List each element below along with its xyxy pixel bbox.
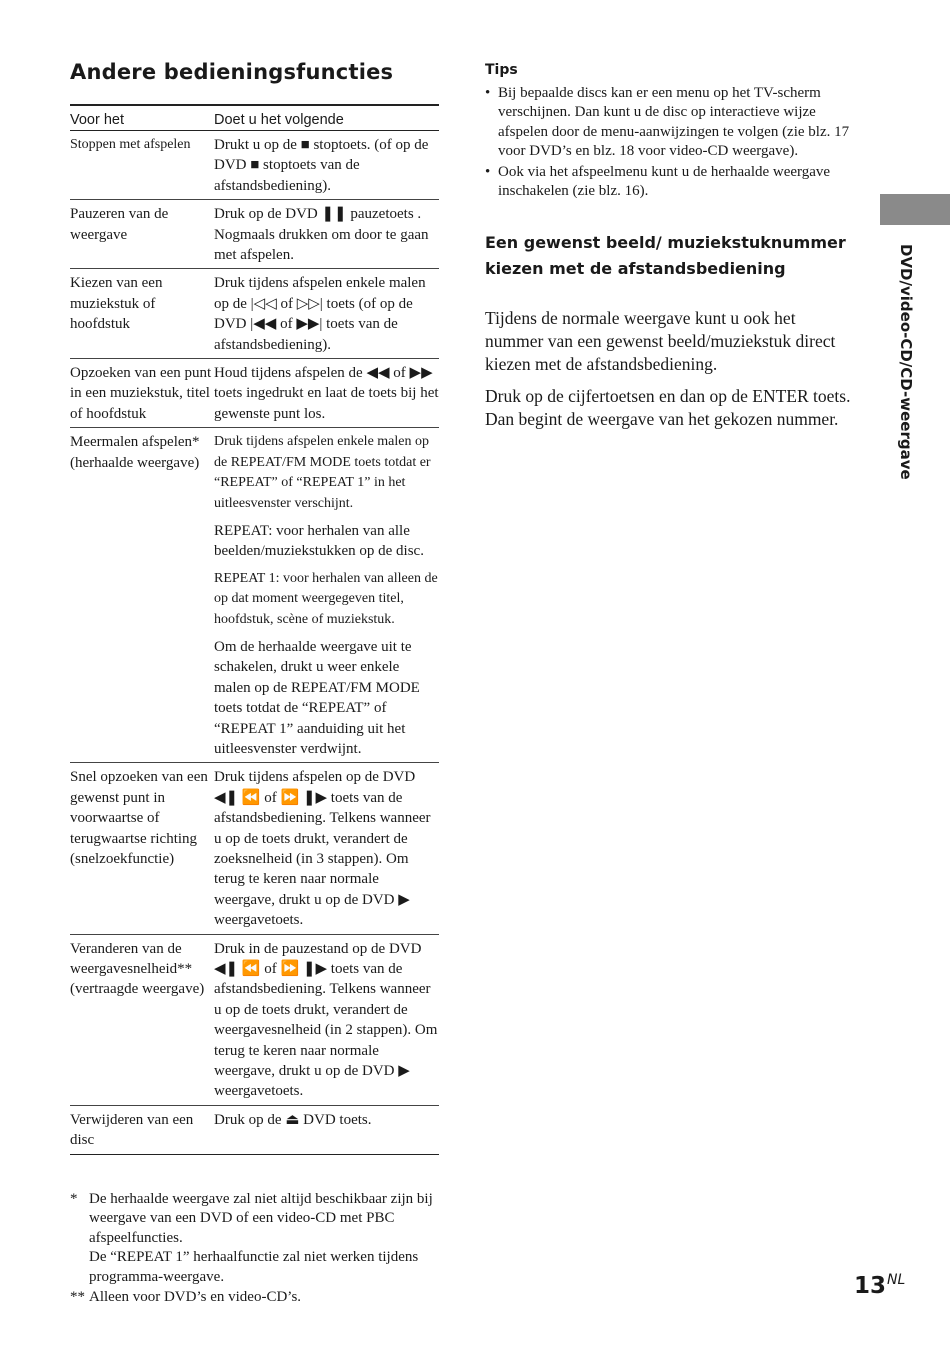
footnote-mark	[70, 1248, 89, 1287]
table-row	[70, 131, 439, 200]
row-label: Opzoeken van een punt in een muziekstuk, titel of hoofdstuk	[70, 365, 212, 422]
footnote-text: Alleen voor DVD’s en video-CD’s.	[89, 1289, 302, 1306]
footnote	[70, 1190, 440, 1248]
footnotes	[70, 1190, 440, 1307]
table-header	[70, 106, 439, 131]
tips-list	[485, 84, 850, 202]
side-tab-marker	[880, 194, 950, 225]
page-number	[854, 1272, 905, 1299]
row-text: Drukt u op de ■ stoptoets. (of op de DVD ■ stoptoets van de afstandsbediening).	[214, 137, 429, 194]
table-row	[70, 359, 439, 428]
row-text: Om de herhaalde weergave uit te schakelen, drukt u weer enkele malen op de REPEAT/FM MODE toets totdat de “REPEAT” of “REPEAT 1” aanduiding uit het uitleesvenster verdwijnt.	[214, 638, 420, 757]
row-text: REPEAT: voor herhalen van alle beelden/muziekstukken op de disc.	[214, 522, 424, 560]
footnote-text: De herhaalde weergave zal niet altijd beschikbaar zijn bij weergave van een DVD of een video-CD met PBC afspeelfuncties.	[89, 1191, 433, 1246]
row-label: Stoppen met afspelen	[70, 137, 191, 152]
table-row	[70, 763, 439, 934]
page-language: NL	[887, 1272, 906, 1288]
row-label: Verwijderen van een disc	[70, 1111, 194, 1149]
table-row	[70, 935, 439, 1106]
table-row	[70, 1106, 439, 1154]
row-text: Druk tijdens afspelen op de DVD ◀❚ ⏪ of ⏩ ❚▶ toets van de afstandsbediening. Telkens wanneer u op de toets drukt, verandert de zoeksnelheid (in 3 stappen). Om terug te keren naar normale weergave, drukt u op de DVD ▶ weergavetoets.	[214, 769, 431, 929]
bullet-icon: •	[485, 85, 491, 101]
tip-item	[485, 163, 850, 202]
bullet-icon: •	[485, 163, 491, 180]
footnote	[70, 1248, 440, 1287]
row-text: Druk op de DVD ❚❚ pauzetoets . Nogmaals drukken om door te gaan met afspelen.	[214, 206, 429, 264]
table-row	[70, 200, 439, 269]
row-label: Veranderen van de weergavesnelheid** (vertraagde weergave)	[70, 940, 205, 998]
page-title: Andere bedieningsfuncties	[70, 60, 394, 84]
tip-item	[485, 84, 850, 162]
table-header-cell: Doet u het volgende	[214, 112, 344, 128]
row-text: REPEAT 1: voor herhalen van alleen de op dat moment weergegeven titel, hoofdstuk, scène of muziekstuk.	[214, 570, 438, 627]
table-row	[70, 428, 439, 763]
table-row	[70, 269, 439, 359]
functions-table	[70, 104, 439, 1155]
table-header-cell: Voor het	[70, 112, 125, 128]
row-label: Meermalen afspelen* (herhaalde weergave)	[70, 434, 200, 471]
page-number-value: 13	[854, 1273, 887, 1299]
row-text: Houd tijdens afspelen de ◀◀ of ▶▶ toets ingedrukt en laat de toets bij het gewenste punt los.	[214, 365, 439, 422]
row-label: Snel opzoeken van een gewenst punt in voorwaartse of terugwaartse richting (snelzoekfunctie)	[70, 769, 208, 867]
tip-text: Bij bepaalde discs kan er een menu op het TV-scherm verschijnen. Dan kunt u de disc op interactieve wijze afspelen door de menu-aanwijzingen te volgen (zie blz. 17 voor DVD’s en blz. 18 voor video-CD weergave).	[498, 85, 850, 160]
tip-text: Ook via het afspeelmenu kunt u de herhaalde weergave inschakelen (zie blz. 16).	[498, 163, 831, 200]
row-text: Druk in de pauzestand op de DVD ◀❚ ⏪ of ⏩ ❚▶ toets van de afstandsbediening. Telkens wanneer u op de toets drukt, verandert de weergavesnelheid (in 2 stappen). Om terug te keren naar normale weergave, drukt u op de DVD ▶ weergavetoets.	[214, 940, 438, 1100]
section-paragraph: Tijdens de normale weergave kunt u ook het nummer van een gewenst beeld/muziekstuk direct kiezen met de afstandsbediening.	[485, 308, 836, 375]
footnote	[70, 1288, 440, 1307]
row-text: Druk tijdens afspelen enkele malen op de REPEAT/FM MODE toets totdat er “REPEAT” of “REPEAT 1” in het uitleesvenster verschijnt.	[214, 434, 431, 511]
footnote-mark: *	[70, 1191, 78, 1207]
section-paragraph: Druk op de cijfertoetsen en dan op de ENTER toets. Dan begint de weergave van het gekozen nummer.	[485, 385, 851, 429]
row-text: Druk op de ⏏ DVD toets.	[214, 1111, 372, 1128]
row-label: Pauzeren van de weergave	[70, 206, 169, 243]
tips-title: Tips	[485, 62, 518, 78]
side-section-label: DVD/video-CD/CD-weergave	[897, 244, 915, 480]
section-body	[485, 307, 855, 439]
section-heading: Een gewenst beeld/ muziekstuknummer kiezen met de afstandsbediening	[485, 233, 846, 278]
footnote-mark: **	[70, 1289, 85, 1306]
footnote-text: De “REPEAT 1” herhaalfunctie zal niet werken tijdens programma-weergave.	[89, 1249, 419, 1285]
row-label: Kiezen van een muziekstuk of hoofdstuk	[70, 275, 163, 333]
row-text: Druk tijdens afspelen enkele malen op de |◁◁ of ▷▷| toets (of op de DVD |◀◀ of ▶▶| toets van de afstandsbediening).	[214, 275, 426, 353]
